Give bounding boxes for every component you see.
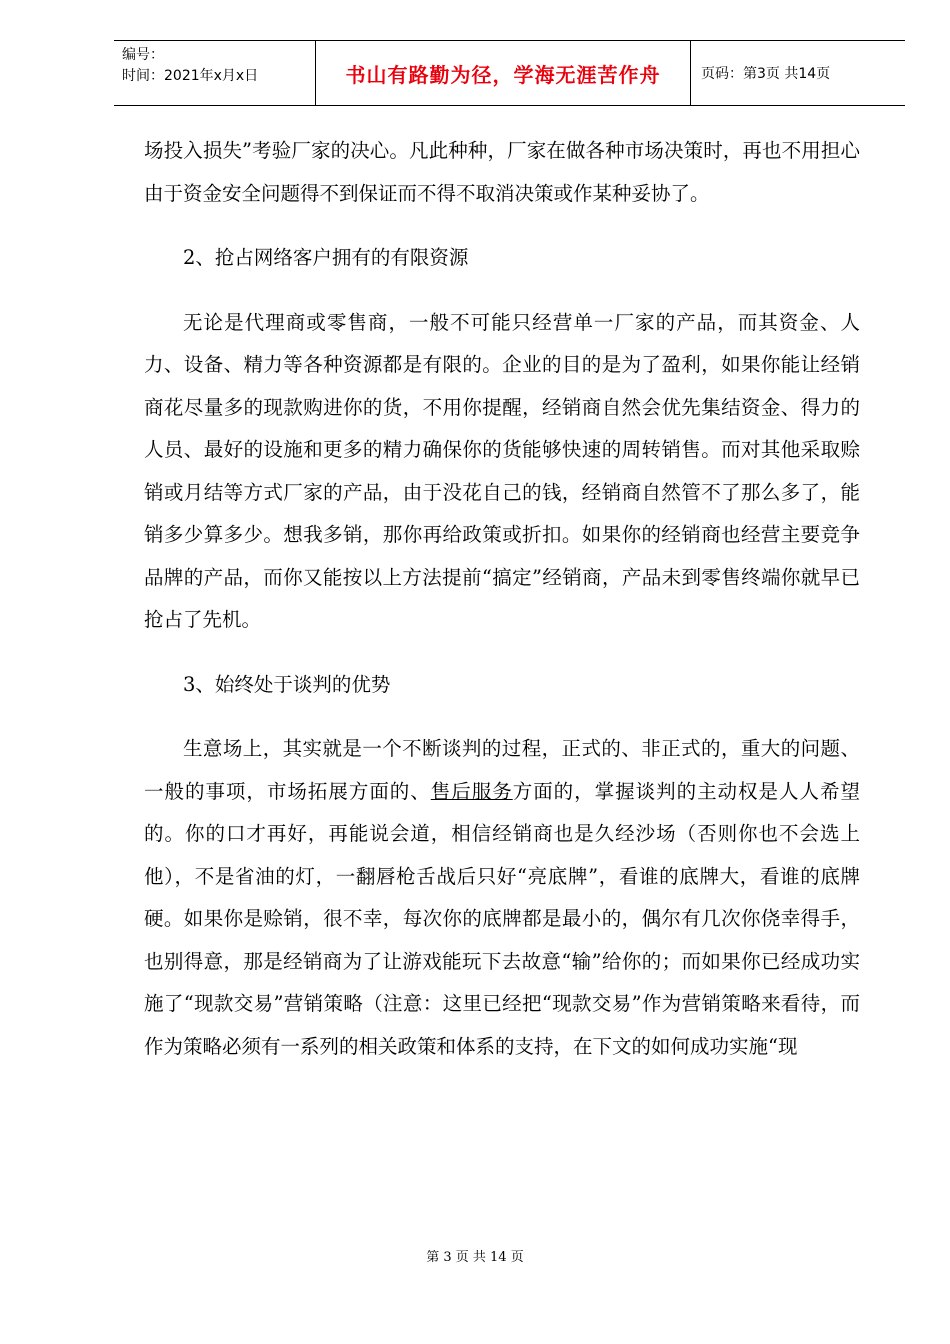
page-header [114, 40, 905, 106]
document-date: 时间：2021年x月x日 [122, 68, 259, 84]
header-motto: 书山有路勤为径，学海无涯苦作舟 [316, 41, 691, 105]
document-number-label: 编号： [122, 47, 164, 63]
page-footer: 第 3 页 共 14 页 [426, 1250, 524, 1265]
section-heading-2: 2、抢占网络客户拥有的有限资源 [183, 246, 469, 269]
after-sales-service-link[interactable]: 售后服务 [430, 779, 513, 803]
paragraph-continued: 场投入损失”考验厂家的决心。凡此种种，厂家在做各种市场决策时，再也不用担心由于资金安全问题得不到保证而不得不取消决策或作某种妥协了。 [144, 139, 860, 205]
document-body [144, 130, 860, 1068]
paragraph-negotiation [144, 728, 860, 1068]
header-meta [114, 41, 316, 105]
paragraph-negotiation-part1: 生意场上，其实就是一个不断谈判的过程，正式的、非正式的，重大的问题、一般的事项，市场拓展方面的、 [144, 737, 860, 803]
header-page-info: 页码：第3页 共14页 [701, 66, 831, 82]
section-heading-3: 3、始终处于谈判的优势 [183, 672, 391, 696]
paragraph-resources: 无论是代理商或零售商，一般不可能只经营单一厂家的产品，而其资金、人力、设备、精力等各种资源都是有限的。企业的目的是为了盈利，如果你能让经销商花尽量多的现款购进你的货，不用你提醒，经销商自然会优先集结资金、得力的人员、最好的设施和更多的精力确保你的货能够快速的周转销售。而对其他采取赊销或月结等方式厂家的产品，由于没花自己的钱，经销商自然管不了那么多了，能销多少算多少。想我多销，那你再给政策或折扣。如果你的经销商也经营主要竞争品牌的产品，而你又能按以上方法提前“搞定”经销商，产品未到零售终端你就早已抢占了先机。 [144, 310, 860, 631]
paragraph-negotiation-part2: 方面的，掌握谈判的主动权是人人希望的。你的口才再好，再能说会道，相信经销商也是久经沙场（否则你也不会选上他），不是省油的灯，一翻唇枪舌战后只好“亮底牌”，看谁的底牌大，看谁的底牌硬。如果你是赊销，很不幸，每次你的底牌都是最小的，偶尔有几次你侥幸得手，也别得意，那是经销商为了让游戏能玩下去故意“输”给你的；而如果你已经成功实施了“现款交易”营销策略（注意：这里已经把“现款交易”作为营销策略来看待，而作为策略必须有一系列的相关政策和体系的支持，在下文的如何成功实施“现 [144, 779, 860, 1058]
